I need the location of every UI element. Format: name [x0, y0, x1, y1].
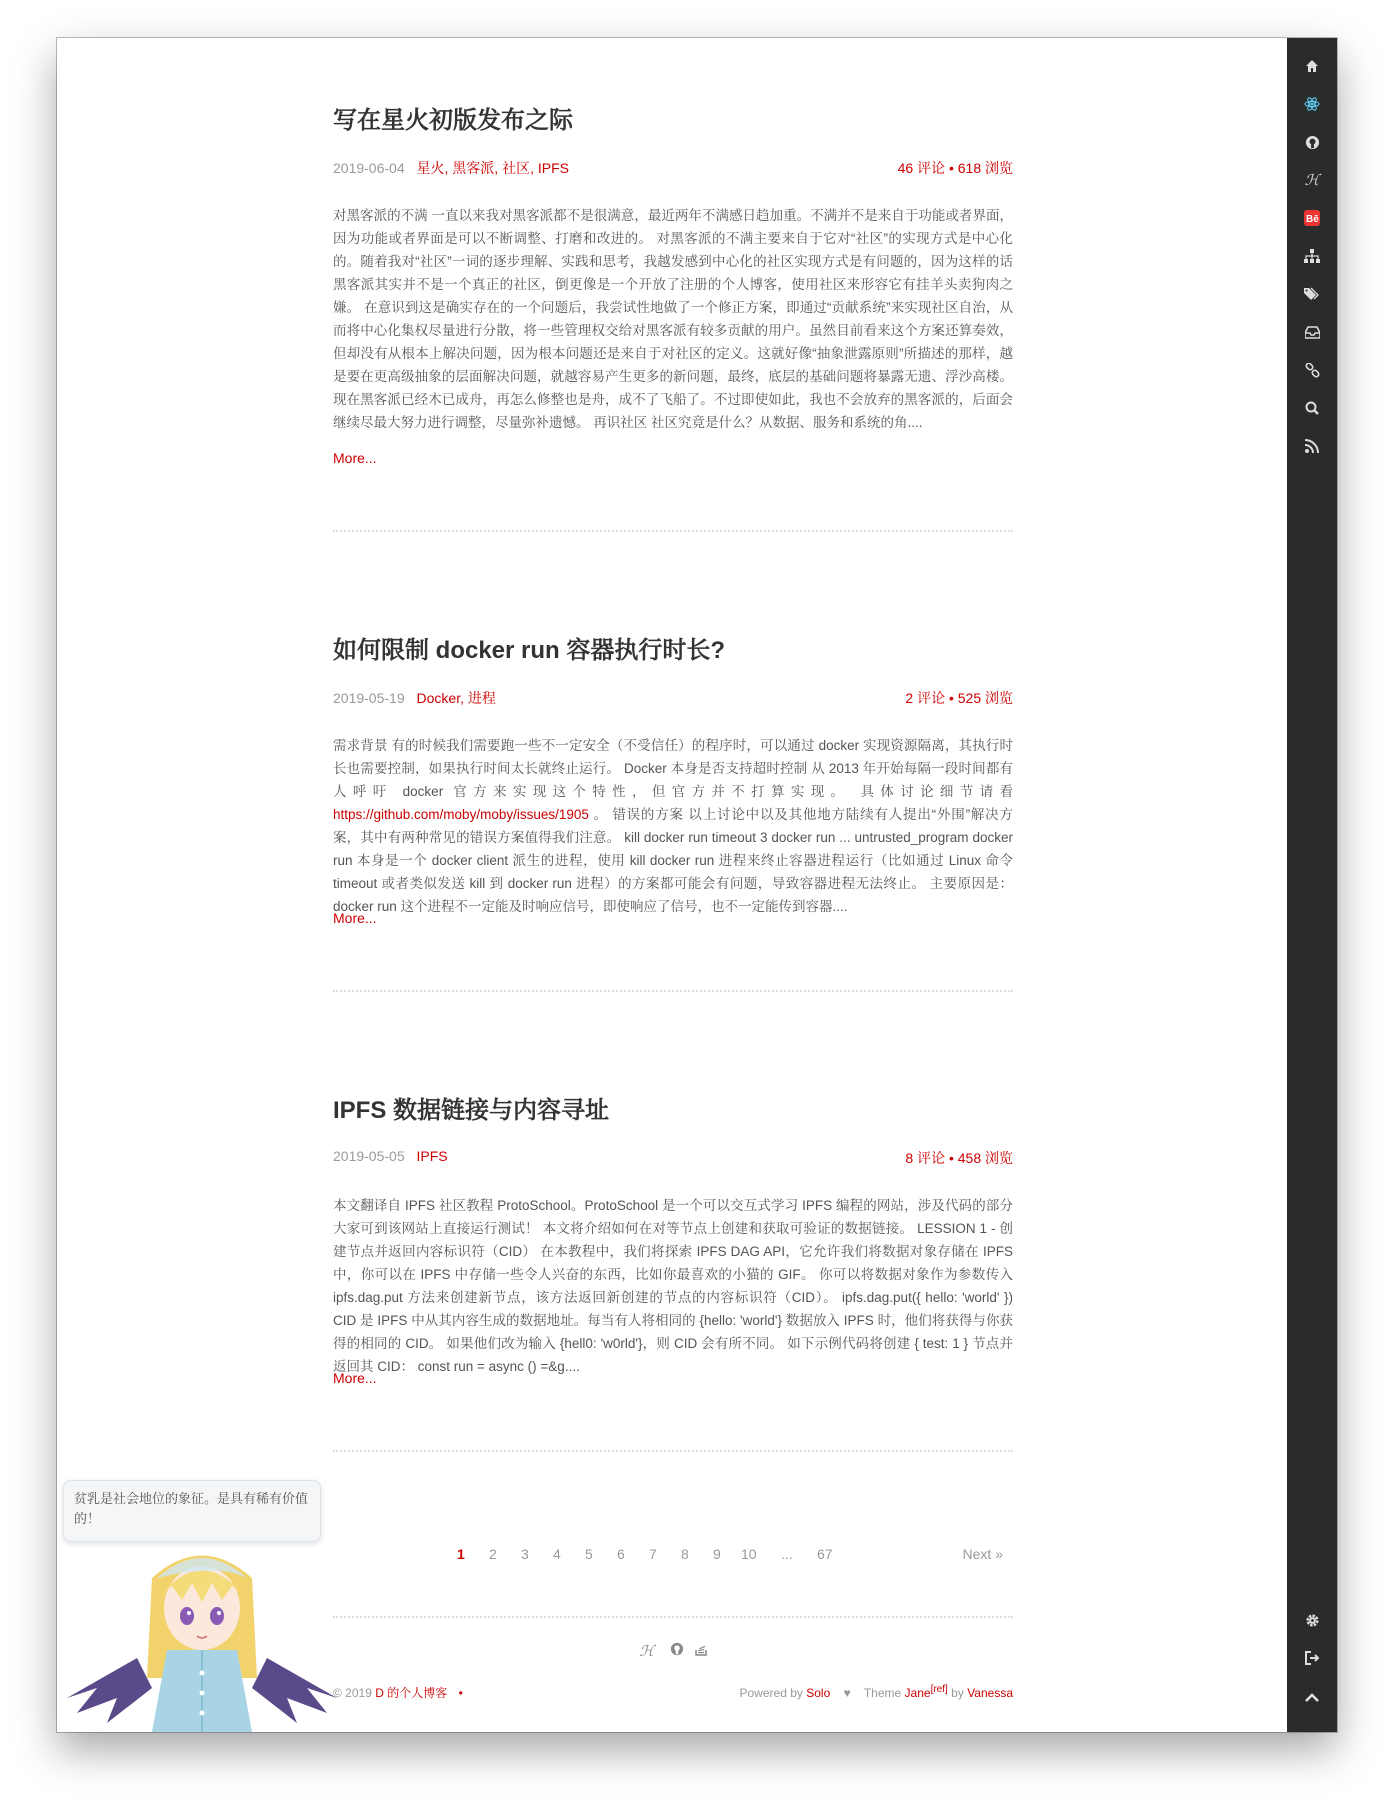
issue-link[interactable]: https://github.com/moby/moby/issues/1905 — [333, 807, 589, 822]
post-excerpt: 对黑客派的不满 一直以来我对黑客派都不是很满意，最近两年不满感日趋加重。不满并不是来自于功能或者界面，因为功能或者界面是可以不断调整、打磨和改进的。 对黑客派的不满主要来自于它对“社区”的实现方式是中心化的。随着我对“社区”一词的逐步理解、实践和思考，我越发感到中心化的社区实现方式是有问题的，因为这样的话黑客派其实并不是一个真正的社区，倒更像是一个开放了注册的个人博客，使用社区来形容它有挂羊头卖狗肉之嫌。 在意识到这是确实存在的一个问题后，我尝试性地做了一个修正方案，即通过“贡献系统”来实现社区自治，从而将中心化集权尽量进行分散，将一些管理权交给对黑客派有较多贡献的用户。虽然目前看来这个方案还算奏效，但却没有从根本上解决问题，因为根本问题还是来自于对社区的定义。这就好像“抽象泄露原则”所描述的那样，越是要在更高级抽象的层面解决问题，就越容易产生更多的新问题，最终，底层的基础问题将暴露无遗、浮沙高楼。 现在黑客派已经木已成舟，再怎么修整也是舟，成不了飞船了。不过即使如此，我也不会放弃的黑客派的，后面会继续尽最大努力进行调整，尽量弥补遗憾。 再识社区 社区究竟是什么？从数据、服务和系统的角.... — [333, 208, 1013, 430]
page-link-current[interactable]: 1 — [457, 1546, 465, 1562]
post-excerpt — [333, 734, 1013, 918]
sitemap-icon[interactable] — [1287, 244, 1337, 268]
theme-text: Theme — [863, 1686, 902, 1700]
page-link[interactable]: 7 — [649, 1546, 657, 1562]
post-date: 2019-05-05 — [333, 1148, 405, 1164]
footer-social — [333, 1642, 1013, 1660]
excerpt-text: 。 错误的方案 以上讨论中以及其他地方陆续有人提出“外围”解决方案，其中有两种常见的错误方案值得我们注意。 kill docker run timeout 3 docker run ... untrusted_program docker run 本身是一个 docker client 派生的进程，使用 kill docker run 进程来终止容器进程运行（比如通过 Linux 命令 timeout 或者类似发送 kill 到 docker run 进程）的方案都可能会有问题，导致容器进程无法终止。 主要原因是： docker run 这个进程不一定能及时响应信号，即使响应了信号，也不一定能传到容器.... — [333, 807, 1013, 914]
more-link[interactable]: More... — [333, 1370, 377, 1386]
home-icon[interactable] — [1287, 54, 1337, 78]
tag-links[interactable]: IPFS — [416, 1148, 448, 1164]
hacpai-icon[interactable]: ℋ — [639, 1642, 661, 1660]
react-atom-icon[interactable] — [1287, 92, 1337, 116]
post-divider — [333, 530, 1013, 532]
gear-icon[interactable] — [1287, 1608, 1337, 1632]
mascot-character[interactable] — [57, 1538, 347, 1732]
page-link[interactable]: 5 — [585, 1546, 593, 1562]
behance-icon[interactable] — [1287, 206, 1337, 230]
rss-icon[interactable] — [1287, 434, 1337, 458]
footer-copyright — [333, 1684, 463, 1701]
post-tags[interactable] — [417, 160, 569, 176]
svg-text:Bē: Bē — [1306, 214, 1319, 226]
site-name-link[interactable]: D 的个人博客 — [375, 1686, 448, 1700]
post-tags[interactable] — [417, 1148, 448, 1164]
more-link[interactable]: More... — [333, 910, 377, 926]
post-divider — [333, 990, 1013, 992]
page-ellipsis: ... — [781, 1546, 793, 1562]
sign-out-icon[interactable] — [1287, 1646, 1337, 1670]
tag-links[interactable]: 星火, 黑客派, 社区, IPFS — [416, 160, 569, 176]
theme-jane-link[interactable]: Jane — [904, 1686, 931, 1700]
github-icon[interactable] — [670, 1643, 694, 1660]
heart-icon: ♥ — [843, 1686, 851, 1700]
post-meta — [333, 1148, 1013, 1166]
copyright-text: © 2019 — [333, 1686, 372, 1700]
right-sidebar — [1287, 38, 1337, 1732]
page-link[interactable]: 8 — [681, 1546, 689, 1562]
page-link[interactable]: 6 — [617, 1546, 625, 1562]
tag-links[interactable]: Docker, 进程 — [416, 690, 496, 706]
post-tags[interactable] — [417, 690, 496, 706]
post-title[interactable]: IPFS 数据链接与内容寻址 — [333, 1097, 610, 1124]
solo-link[interactable]: Solo — [806, 1686, 831, 1700]
browser-window — [57, 38, 1337, 1732]
page-footer — [333, 1684, 1013, 1702]
excerpt-text: 需求背景 有的时候我们需要跑一些不一定安全（不受信任）的程序时，可以通过 docker 实现资源隔离，其执行时长也需要控制，如果执行时间太长就终止运行。 Docker 本身是否支持超时控制 从 2013 年开始每隔一段时间都有人呼吁 docker 官方来实现这个特性，但官方并不打算实现。 具体讨论细节请看 — [333, 738, 1013, 799]
page-link[interactable]: 9 — [713, 1546, 721, 1562]
mascot-speech-bubble: 贫乳是社会地位的象征。是具有稀有价值的！ — [63, 1480, 321, 1542]
footer-dot: • — [458, 1686, 463, 1700]
post-meta — [333, 158, 1013, 176]
page-link[interactable]: 4 — [553, 1546, 561, 1562]
ref-link[interactable]: [ref] — [930, 1684, 948, 1695]
author-link[interactable]: Vanessa — [967, 1686, 1013, 1700]
post-divider — [333, 1450, 1013, 1452]
post-title[interactable]: 写在星火初版发布之际 — [333, 107, 573, 134]
post-title[interactable]: 如何限制 docker run 容器执行时长? — [333, 637, 726, 664]
powered-by-text: Powered by — [739, 1686, 803, 1700]
footer-divider — [333, 1616, 1013, 1618]
stackoverflow-icon[interactable] — [695, 1643, 707, 1660]
post-meta — [333, 688, 1013, 706]
post-date: 2019-05-19 — [333, 690, 405, 706]
post-stats[interactable]: 8 评论 • 458 浏览 — [905, 1150, 1013, 1166]
post-date: 2019-06-04 — [333, 160, 405, 176]
links-icon[interactable] — [1287, 358, 1337, 382]
inbox-icon[interactable] — [1287, 320, 1337, 344]
pagination — [333, 1546, 1013, 1568]
more-link[interactable]: More... — [333, 450, 377, 466]
chevron-up-icon[interactable] — [1287, 1686, 1337, 1710]
page-link[interactable]: 2 — [489, 1546, 497, 1562]
page-link[interactable]: 3 — [521, 1546, 529, 1562]
github-icon[interactable] — [1287, 130, 1337, 154]
post-stats[interactable]: 2 评论 • 525 浏览 — [905, 690, 1013, 706]
page-link[interactable]: 10 — [741, 1546, 757, 1562]
hacpai-icon[interactable]: ℋ — [1304, 171, 1320, 189]
search-icon[interactable] — [1287, 396, 1337, 420]
post-excerpt: 本文翻译自 IPFS 社区教程 ProtoSchool。ProtoSchool 是一个可以交互式学习 IPFS 编程的网站，涉及代码的部分大家可到该网站上直接运行测试！ 本文将介绍如何在对等节点上创建和获取可验证的数据链接。 LESSION 1 - 创建节点并返回内容标识符（CID） 在本教程中，我们将探索 IPFS DAG API，它允许我们将数据对象存储在 IPFS 中，你可以在 IPFS 中存储一些令人兴奋的东西，比如你最喜欢的小猫的 GIF。 你可以将数据对象作为参数传入 ipfs.dag.put 方法来创建新节点，该方法返回新创建的节点的内容标识符（CID）。 ipfs.dag.put({ hello: 'world' }) CID 是 IPFS 中从其内容生成的数据地址。每当有人将相同的 {hello: 'world'} 数据放入 IPFS 时，他们将获得与你获得的相同的 CID。 如果他们改为输入 {hell0: 'w0rld'}，则 CID 会有所不同。 如下示例代码将创建 { test: 1 } 节点并返回其 CID： const run = async () =&g.... — [333, 1198, 1013, 1374]
page-link[interactable]: 67 — [817, 1546, 833, 1562]
next-page-link[interactable]: Next » — [962, 1546, 1003, 1562]
by-text: by — [951, 1686, 964, 1700]
post-stats[interactable]: 46 评论 • 618 浏览 — [897, 160, 1013, 176]
footer-credits — [740, 1684, 1014, 1700]
tags-icon[interactable] — [1287, 282, 1337, 306]
